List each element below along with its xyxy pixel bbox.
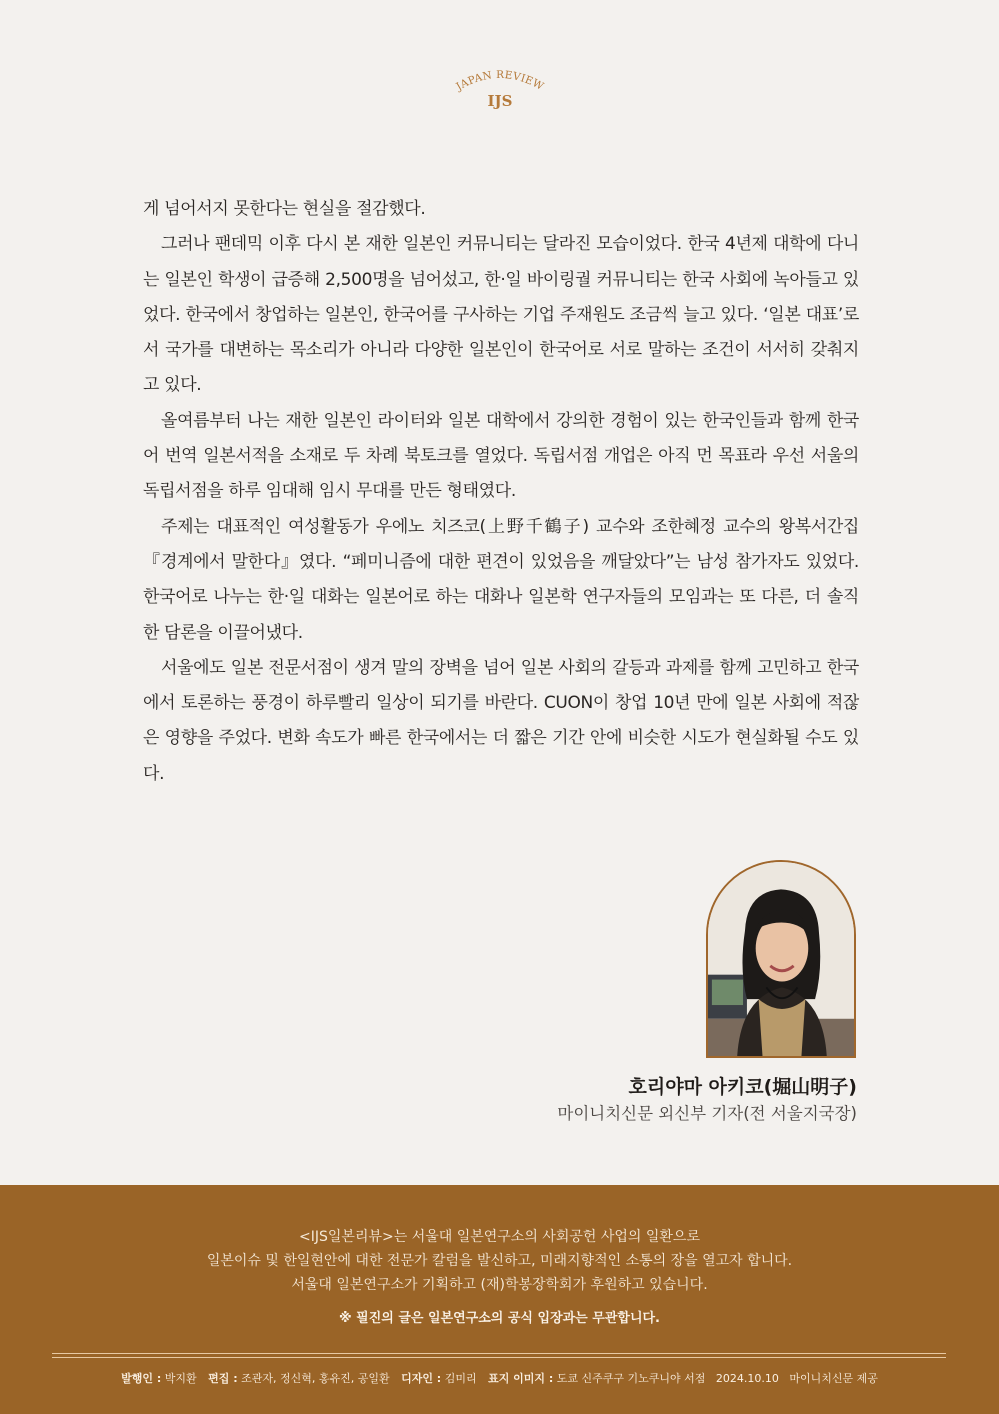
editor-label: 편집 : [208, 1372, 238, 1385]
ijs-japan-review-logo [440, 62, 560, 114]
logo-main-text: IJS [487, 92, 513, 110]
article-paragraph: 게 넘어서지 못한다는 현실을 절감했다. [143, 199, 426, 219]
article-paragraph: 서울에도 일본 전문서점이 생겨 말의 장벽을 넘어 일본 사회의 갈등과 과제를 함께 고민하고 한국에서 토론하는 풍경이 하루빨리 일상이 되기를 바란다. CUON이 창업 10년 만에 일본 사회에 적잖은 영향을 주었다. 변화 속도가 빠른 한국에서는 더 짧은 기간 안에 비슷한 시도가 현실화될 수도 있다. [143, 657, 859, 784]
footer-description [0, 1225, 999, 1297]
footer-desc-line: <IJS일본리뷰>는 서울대 일본연구소의 사회공헌 사업의 일환으로 [299, 1229, 700, 1245]
article-paragraph: 주제는 대표적인 여성활동가 우에노 치즈코(上野千鶴子) 교수와 조한혜정 교수의 왕복서간집『경계에서 말한다』였다. “페미니즘에 대한 편견이 있었음을 깨달았다”는 남성 참가자도 있었다. 한국어로 나누는 한·일 대화는 일본어로 하는 대화나 일본학 연구자들의 모임과는 또 다른, 더 솔직한 담론을 이끌어냈다. [143, 516, 859, 643]
footer-divider [52, 1357, 946, 1358]
cover-image-credit: 도쿄 신주쿠구 기노쿠니야 서점 2024.10.10 마이니치신문 제공 [556, 1372, 878, 1385]
publisher-label: 발행인 : [121, 1372, 162, 1385]
author-name: 호리야마 아키코(堀山明子) [628, 1076, 857, 1098]
logo-arc-text: JAPAN REVIEW [454, 68, 546, 93]
footer-divider [52, 1353, 946, 1354]
publisher-name: 박지환 [164, 1372, 197, 1385]
footer-credits [0, 1370, 999, 1386]
author-portrait-illustration [708, 862, 854, 1056]
logo-mark [440, 62, 560, 114]
footer [0, 1185, 999, 1414]
footer-desc-line: 일본이슈 및 한일현안에 대한 전문가 칼럼을 발신하고, 미래지향적인 소통의 장을 열고자 합니다. [206, 1253, 793, 1269]
cover-image-label: 표지 이미지 : [488, 1372, 554, 1385]
designer-label: 디자인 : [401, 1372, 442, 1385]
author-title: 마이니치신문 외신부 기자(전 서울지국장) [557, 1104, 857, 1123]
footer-desc-line: 서울대 일본연구소가 기획하고 (재)학봉장학회가 후원하고 있습니다. [291, 1277, 708, 1293]
author-photo [706, 860, 856, 1058]
designer-name: 김미리 [444, 1372, 477, 1385]
editor-names: 조관자, 정신혁, 홍유진, 공일환 [241, 1372, 390, 1385]
footer-disclaimer: ※ 필진의 글은 일본연구소의 공식 입장과는 무관합니다. [338, 1311, 660, 1326]
article-paragraph: 올여름부터 나는 재한 일본인 라이터와 일본 대학에서 강의한 경험이 있는 한국인들과 함께 한국어 번역 일본서적을 소재로 두 차례 북토크를 열었다. 독립서점 개업은 아직 먼 목표라 우선 서울의 독립서점을 하루 임대해 임시 무대를 만든 형태였다. [143, 410, 859, 502]
article-paragraph: 그러나 팬데믹 이후 다시 본 재한 일본인 커뮤니티는 달라진 모습이었다. 한국 4년제 대학에 다니는 일본인 학생이 급증해 2,500명을 넘어섰고, 한·일 바이링궐 커뮤니티는 한국 사회에 녹아들고 있었다. 한국에서 창업하는 일본인, 한국어를 구사하는 기업 주재원도 조금씩 늘고 있다. ‘일본 대표’로서 국가를 대변하는 목소리가 아니라 다양한 일본인이 한국어로 서로 말하는 조건이 서서히 갖춰지고 있다. [143, 234, 859, 396]
svg-text:JAPAN REVIEW [453, 69, 545, 93]
article-body [143, 192, 859, 792]
